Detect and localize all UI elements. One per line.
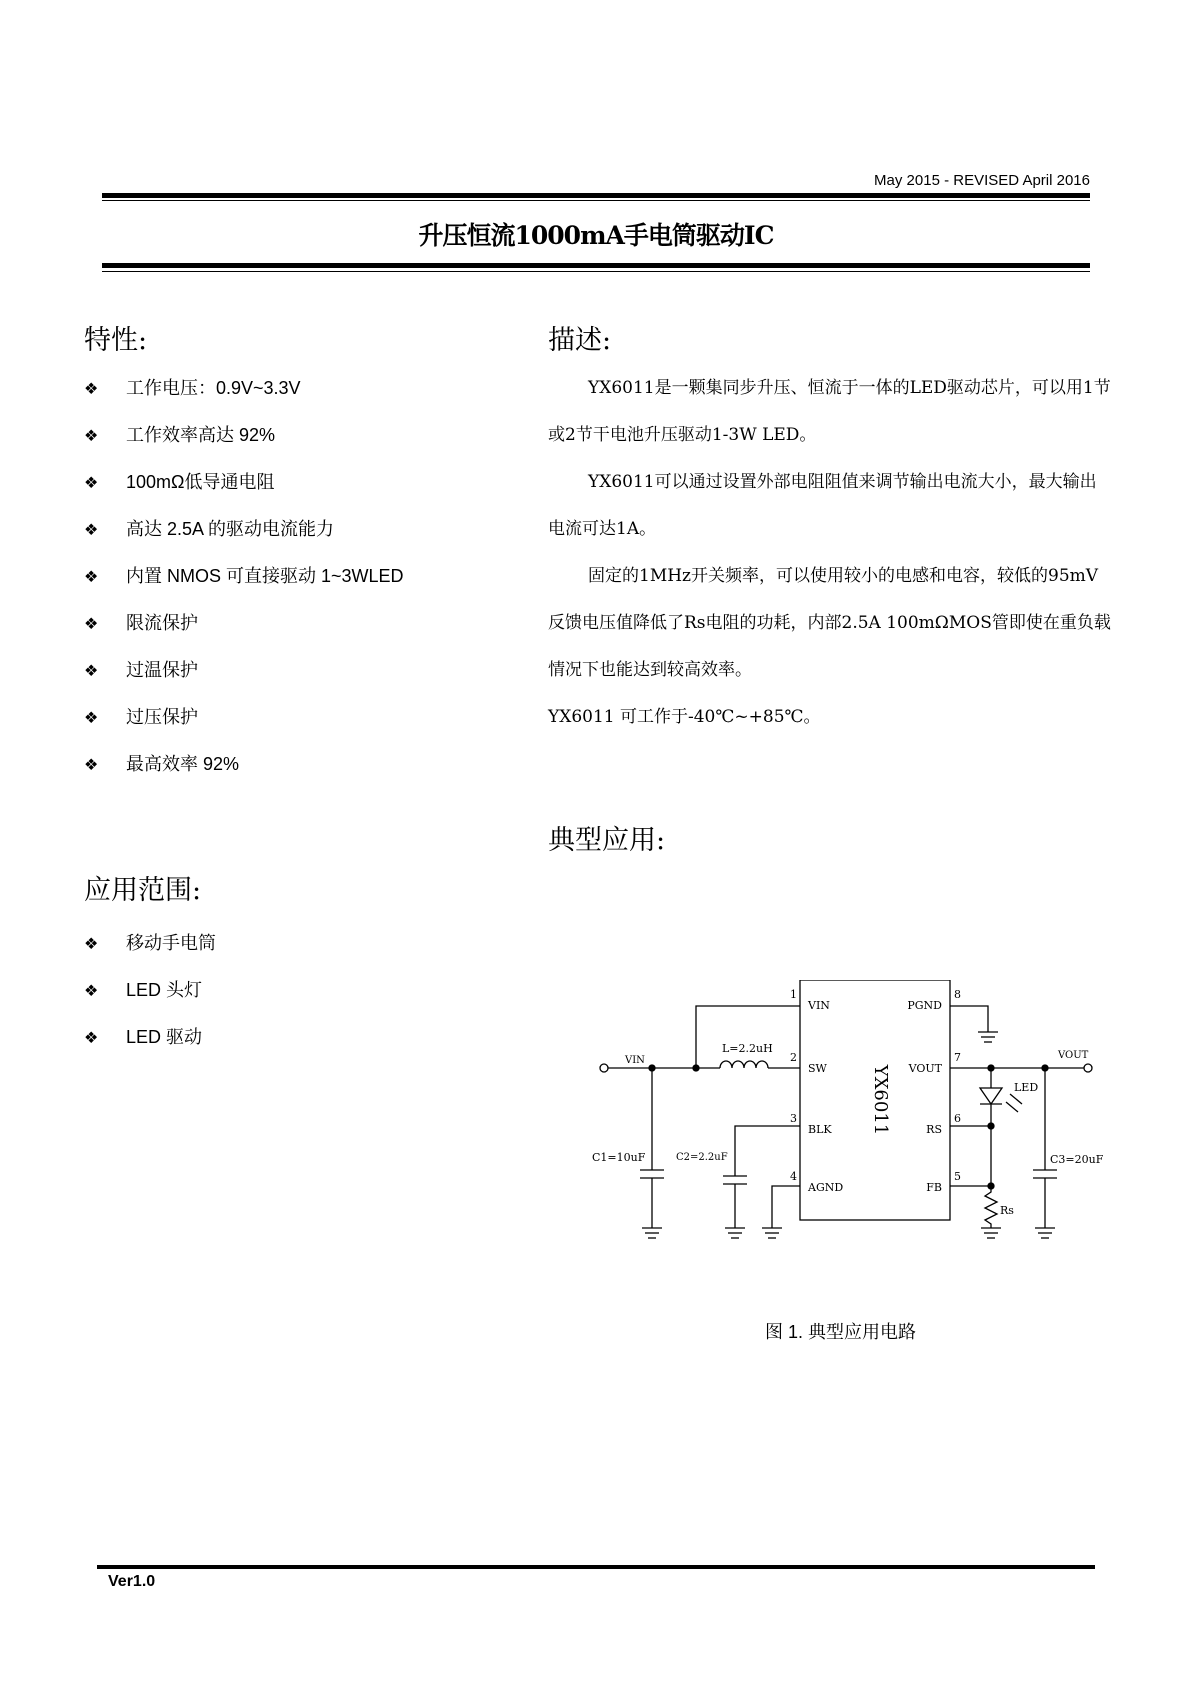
feature-item (84, 459, 404, 506)
wire-pgnd (950, 1006, 988, 1032)
feature-text: 最高效率 92% (126, 754, 240, 774)
feature-text: 内置 NMOS 可直接驱动 1~3WLED (126, 566, 404, 586)
applications-list (84, 920, 216, 1061)
application-item (84, 920, 216, 967)
ground-icon (725, 1228, 745, 1238)
description-paragraph: YX6011 可工作于-40℃~+85℃。 (548, 707, 821, 727)
feature-text: 限流保护 (126, 613, 198, 633)
feature-item (84, 412, 404, 459)
footer-rule (97, 1565, 1095, 1569)
feature-item (84, 365, 404, 412)
pin-number-8: 8 (954, 988, 961, 1001)
bullet-icon: ❖ (84, 475, 99, 492)
feature-item (84, 647, 404, 694)
bullet-icon: ❖ (84, 936, 99, 953)
wire-blk-c2 (735, 1126, 800, 1176)
bullet-icon: ❖ (84, 428, 99, 445)
vout-label: VOUT (1058, 1050, 1089, 1061)
pin-number-3: 3 (790, 1112, 797, 1125)
feature-text: 高达 2.5A 的驱动电流能力 (126, 519, 335, 539)
application-text: LED 头灯 (126, 980, 203, 1000)
led-diode-icon (980, 1088, 1002, 1104)
ground-icon (762, 1228, 782, 1238)
header-rule-bottom-thick (102, 263, 1090, 268)
pin-number-5: 5 (954, 1170, 961, 1183)
vout-terminal (1084, 1064, 1092, 1072)
vin-terminal (600, 1064, 608, 1072)
application-text: 移动手电筒 (126, 933, 216, 953)
led-emission-icon (1006, 1102, 1018, 1112)
ground-icon (978, 1032, 998, 1042)
inductor (720, 1061, 768, 1068)
figure-caption: 图 1. 典型应用电路 (765, 1322, 917, 1342)
description-body (548, 365, 1113, 741)
bullet-icon: ❖ (84, 522, 99, 539)
pin-label-agnd: AGND (808, 1181, 844, 1194)
application-text: LED 驱动 (126, 1027, 203, 1047)
pin-number-1: 1 (790, 988, 797, 1001)
bullet-icon: ❖ (84, 757, 99, 774)
bullet-icon: ❖ (84, 616, 99, 633)
bullet-icon: ❖ (84, 1030, 99, 1047)
wire-vin-pin1 (696, 1006, 800, 1068)
ground-icon (981, 1228, 1001, 1238)
pin-number-4: 4 (790, 1170, 797, 1183)
bullet-icon: ❖ (84, 569, 99, 586)
ground-icon (1035, 1228, 1055, 1238)
inductor-label: L=2.2uH (722, 1042, 773, 1055)
feature-item (84, 600, 404, 647)
bullet-icon: ❖ (84, 663, 99, 680)
pin-number-2: 2 (790, 1051, 797, 1064)
applications-heading: 应用范围: (84, 875, 202, 906)
application-item (84, 1014, 216, 1061)
pin-label-sw: SW (808, 1062, 827, 1075)
bullet-icon: ❖ (84, 710, 99, 727)
header-date: May 2015 - REVISED April 2016 (874, 172, 1090, 189)
pin-label-blk: BLK (808, 1123, 832, 1136)
pin-number-6: 6 (954, 1112, 961, 1125)
feature-text: 工作效率高达 92% (126, 425, 276, 445)
rs-label: Rs (1000, 1204, 1014, 1217)
bullet-icon: ❖ (84, 983, 99, 1000)
description-paragraph: YX6011可以通过设置外部电阻阻值来调节输出电流大小，最大输出电流可达1A。 (548, 472, 1097, 539)
pin-label-vin: VIN (808, 999, 830, 1012)
pin-label-pgnd: PGND (907, 999, 942, 1012)
ground-icon (642, 1228, 662, 1238)
feature-text: 工作电压：0.9V~3.3V (126, 378, 301, 398)
bullet-icon: ❖ (84, 381, 99, 398)
document-title: 升压恒流1000mA手电筒驱动IC (418, 221, 774, 250)
header-rule-bottom-thin (102, 271, 1090, 272)
pin-label-fb: FB (926, 1181, 942, 1194)
led-emission-icon (1010, 1094, 1022, 1104)
typical-application-circuit (590, 980, 1110, 1270)
description-paragraph: YX6011是一颗集同步升压、恒流于一体的LED驱动芯片，可以用1节或2节干电池升压驱动1-3W LED。 (548, 378, 1111, 445)
feature-item (84, 741, 404, 788)
features-heading: 特性: (84, 325, 148, 356)
feature-text: 过温保护 (126, 660, 198, 680)
typical-application-heading: 典型应用: (548, 825, 666, 856)
feature-text: 过压保护 (126, 707, 198, 727)
description-paragraph: 固定的1MHz开关频率，可以使用较小的电感和电容，较低的95mV反馈电压值降低了Rs电阻的功耗，内部2.5A 100mΩMOS管即使在重负载情况下也能达到较高效率。 (548, 566, 1111, 680)
footer-version: Ver1.0 (108, 1573, 156, 1590)
vin-label: VIN (625, 1055, 645, 1066)
feature-item (84, 506, 404, 553)
led-label: LED (1014, 1081, 1039, 1094)
feature-text: 100mΩ低导通电阻 (126, 472, 275, 492)
pin-number-7: 7 (954, 1051, 961, 1064)
wire-agnd (772, 1186, 800, 1228)
application-item (84, 967, 216, 1014)
chip-name: YX6011 (870, 1064, 891, 1136)
features-list (84, 365, 404, 788)
description-heading: 描述: (548, 325, 612, 356)
feature-item (84, 694, 404, 741)
header-rule-top-thin (102, 200, 1090, 201)
pin-label-rs: RS (926, 1123, 942, 1136)
pin-label-vout: VOUT (908, 1062, 942, 1075)
c3-label: C3=20uF (1050, 1153, 1104, 1166)
c2-label: C2=2.2uF (676, 1152, 728, 1163)
resistor-rs (985, 1186, 997, 1228)
header-rule-top-thick (102, 193, 1090, 198)
c1-label: C1=10uF (592, 1151, 646, 1164)
feature-item (84, 553, 404, 600)
